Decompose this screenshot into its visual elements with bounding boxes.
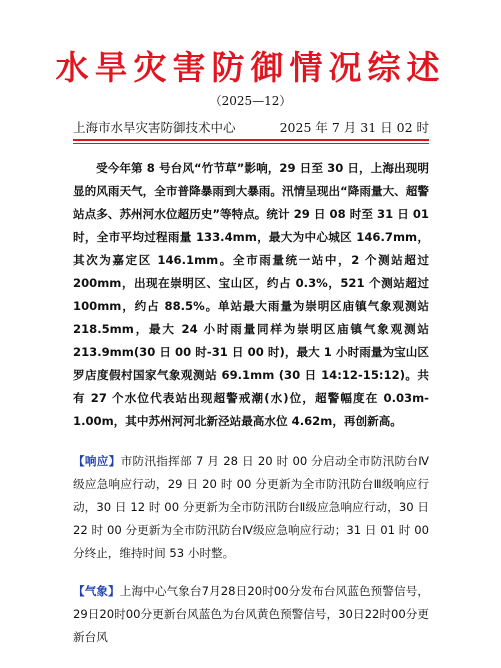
organization-name: 上海市水旱灾害防御技术中心: [73, 120, 236, 135]
issue-number: （2025—12）: [209, 94, 292, 108]
weather-paragraph: [73, 580, 429, 649]
response-tag: 【响应】: [73, 454, 121, 468]
header-rule-thick: [73, 139, 429, 141]
summary-paragraph: 受今年第 8 号台风“竹节草”影响，29 日至 30 日，上海出现明显的风雨天气，全市普降暴雨到大暴雨。汛情呈现出“降雨量大、超警站点多、苏州河水位超历史”等特点。统计 29 日 08 时至 31 日 01 时，全市平均过程雨量 133.4mm，最大为中心城区 146.7mm，其次为嘉定区 146.1mm。全市雨量统一站中，2 个测站超过 200mm，出现在崇明区、宝山区，约占 0.3%，521 个测站超过 100mm，约占 88.5%。单站最大雨量为崇明区庙镇气象观测站 218.5mm，最大 24 小时雨量同样为崇明区庙镇气象观测站 213.9mm(30 日 00 时-31 日 00 时)，最大 1 小时雨量为宝山区罗店度假村国家气象观测站 69.1mm (30 日 14:12-15:12)。共有 27 个水位代表站出现超警戒潮(水)位，超警幅度在 0.03m-1.00m，其中苏州河河北新泾站最高水位 4.62m，再创新高。: [73, 161, 429, 428]
response-text: 市防汛指挥部 7 月 28 日 20 时 00 分启动全市防汛防台Ⅳ级应急响应行动，29 日 20 时 00 分更新为全市防汛防台Ⅲ级响应行动，30 日 12 时 00 分更新为全市防汛防台Ⅱ级应急响应行动，30 日 22 时 00 分更新为全市防汛防台Ⅳ级应急响应行动；31 日 01 时 00 分终止，维持时间 53 小时整。: [73, 454, 429, 560]
report-date: 2025 年 7 月 31 日 02 时: [279, 120, 429, 135]
weather-text: 上海中心气象台7月28日20时00分发布台风蓝色预警信号，29日20时00分更新台风蓝色为台风黄色预警信号，30日22时00分更新台风: [73, 584, 429, 644]
weather-tag: 【气象】: [73, 584, 120, 598]
header-rule-thin: [73, 143, 429, 144]
org-date-row: [73, 119, 429, 137]
response-paragraph: [73, 450, 429, 565]
report-title: 水旱灾害防御情况综述: [55, 48, 446, 87]
